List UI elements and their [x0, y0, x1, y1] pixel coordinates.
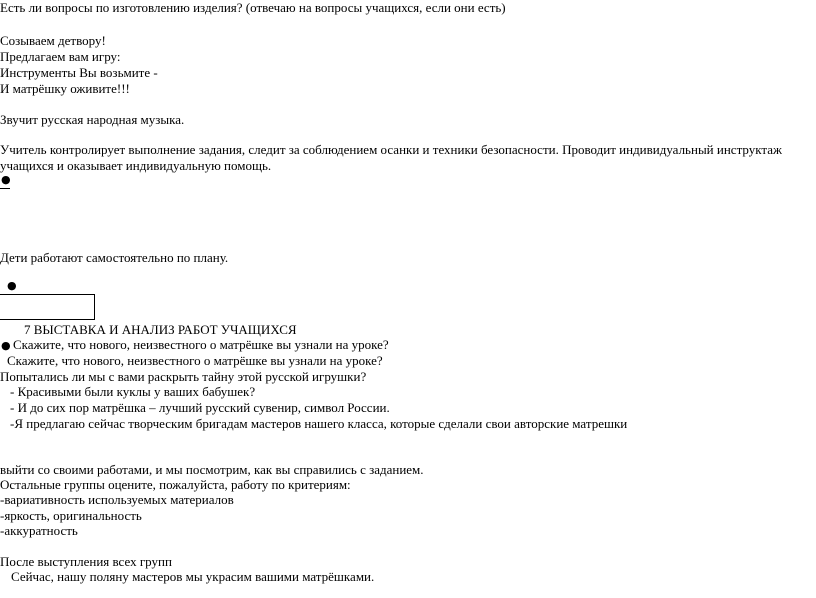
closing-line-2: Остальные группы оцените, пожалуйста, работу по критериям: [0, 477, 351, 492]
teacher-line-1: Учитель контролирует выполнение задания, следит за соблюдением осанки и техники безопасности. Проводит индивидуальный инструктаж [0, 142, 782, 157]
section-line-1: Скажите, что нового, неизвестного о матрёшке вы узнали на уроке? [13, 337, 389, 352]
criteria-2: -яркость, оригинальность [0, 508, 142, 523]
bullet-point-2: ● [7, 279, 17, 292]
short-rule [0, 188, 10, 189]
after-groups-line: После выступления всех групп [0, 554, 172, 569]
teacher-line-2: учащихся и оказывает индивидуальную помощь. [0, 158, 272, 173]
criteria-1: -вариативность используемых материалов [0, 492, 234, 507]
section-line-4: - Красивыми были куклы у ваших бабушек? [10, 384, 256, 399]
empty-frame [0, 294, 95, 320]
section-line-3: Попытались ли мы с вами раскрыть тайну этой русской игрушки? [0, 369, 367, 384]
section-line-5: - И до сих пор матрёшка – лучший русский сувенир, символ России. [10, 400, 390, 415]
music-line: Звучит русская народная музыка. [0, 112, 185, 127]
section-heading: 7 ВЫСТАВКА И АНАЛИЗ РАБОТ УЧАЩИХСЯ [24, 322, 297, 337]
bullet-point-3: ● [1, 339, 11, 352]
poem-line-4: И матрёшку оживите!!! [0, 81, 130, 96]
children-line: Дети работают самостоятельно по плану. [0, 250, 229, 265]
poem-line-3: Инструменты Вы возьмите - [0, 65, 158, 80]
closing-line-1: выйти со своими работами, и мы посмотрим, как вы справились с заданием. [0, 462, 424, 477]
bullet-point-1: ● [1, 173, 11, 186]
criteria-3: -аккуратность [0, 523, 78, 538]
questions-line: Есть ли вопросы по изготовлению изделия? (отвечаю на вопросы учащихся, если они есть) [0, 0, 506, 15]
poem-line-1: Созываем детвору! [0, 33, 106, 48]
section-line-6: -Я предлагаю сейчас творческим бригадам мастеров нашего класса, которые сделали свои авторские матрешки [10, 416, 628, 431]
final-line: Сейчас, нашу поляну мастеров мы украсим вашими матрёшками. [11, 569, 375, 584]
poem-line-2: Предлагаем вам игру: [0, 49, 121, 64]
section-line-2: Скажите, что нового, неизвестного о матрёшке вы узнали на уроке? [7, 353, 383, 368]
